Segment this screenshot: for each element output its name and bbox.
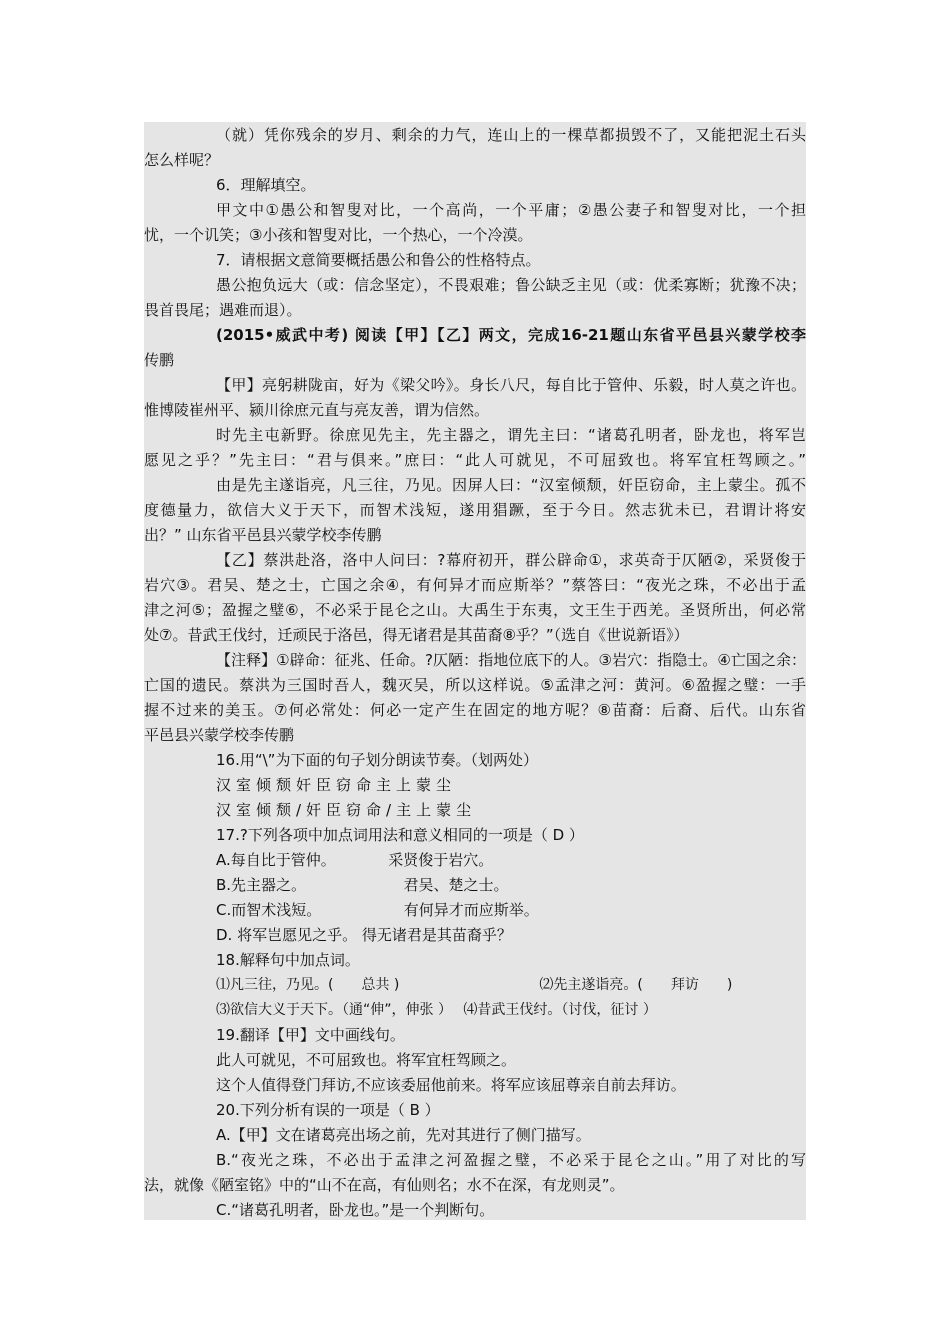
document-text (144, 122, 806, 1220)
document-page (144, 122, 806, 1220)
text-line: 愿见之乎？”先主曰：“君与俱来。”庶曰：“此人可就见，不可屈致也。将军宜枉驾顾之。” (144, 451, 806, 469)
text-line: 18.解释句中加点词。 (216, 951, 360, 969)
text-line: C.“诸葛孔明者，卧龙也。”是一个判断句。 (216, 1201, 495, 1219)
text-line: 亡国的遗民。蔡洪为三国时吾人，魏灭吴，所以这样说。⑤孟津之河：黄河。⑥盈握之璧：一手 (144, 676, 806, 694)
text-line: 忧，一个讥笑；③小孩和智叟对比，一个热心，一个冷漠。 (144, 226, 533, 244)
text-line: 愚公抱负远大（或：信念坚定），不畏艰难；鲁公缺乏主见（或：优柔寡断；犹豫不决； (216, 276, 806, 294)
text-line: B.先主器之。 君吴、楚之士。 (216, 876, 509, 894)
text-line: 19.翻译【甲】文中画线句。 (216, 1026, 405, 1044)
text-line: 由是先主遂诣亮，凡三往，乃见。因屏人曰：“汉室倾颓，奸臣窃命，主上蒙尘。孤不 (216, 476, 806, 494)
text-line: 传鹏 (144, 351, 175, 369)
text-line: 握不过来的美玉。⑦何必常处：何必一定产生在固定的地方呢？⑧苗裔：后裔、后代。山东省 (144, 701, 806, 719)
text-line: 时先主屯新野。徐庶见先主，先主器之，谓先主曰：“诸葛孔明者，卧龙也，将军岂 (216, 426, 806, 444)
text-line: 津之河⑤；盈握之璧⑥，不必采于昆仑之山。大禹生于东夷，文王生于西羌。圣贤所出，何必常 (144, 601, 806, 619)
text-line: 20.下列分析有误的一项是（ B ） (216, 1101, 440, 1119)
text-line: 惟博陵崔州平、颍川徐庶元直与亮友善，谓为信然。 (144, 401, 490, 419)
text-line: 此人可就见，不可屈致也。将军宜枉驾顾之。 (216, 1051, 517, 1069)
text-line: 【乙】蔡洪赴洛，洛中人问曰：?幕府初开，群公辟命①，求英奇于仄陋②，采贤俊于 (216, 551, 806, 569)
text-line: 度德量力，欲信大义于天下，而智术浅短，遂用猖蹶，至于今日。然志犹未已，君谓计将安 (144, 501, 806, 519)
text-line: B.“夜光之珠，不必出于孟津之河盈握之璧，不必采于昆仑之山。”用了对比的写 (216, 1151, 806, 1169)
text-line: 处⑦。昔武王伐纣，迁顽民于洛邑，得无诸君是其苗裔⑧乎？”（选自《世说新语》） (144, 626, 689, 644)
text-line: C.而智术浅短。 有何异才而应斯举。 (216, 901, 539, 919)
text-line: 畏首畏尾；遇难而退）。 (144, 301, 302, 319)
text-line: ⑴凡三往，乃见。( 总共 ) ⑵先主遂诣亮。( 拜访 ) (216, 977, 733, 993)
text-line: 这个人值得登门拜访,不应该委屈他前来。将军应该屈尊亲自前去拜访。 (216, 1076, 686, 1094)
text-line: 汉室倾颓/奸臣窃命/主上蒙尘 (216, 801, 477, 819)
text-line: （就）凭你残余的岁月、剩余的力气，连山上的一棵草都损毁不了，又能把泥土石头 (216, 126, 806, 144)
text-line: 岩穴③。君吴、楚之士，亡国之余④，有何异才而应斯举？”蔡答曰：“夜光之珠，不必出于孟 (144, 576, 806, 594)
text-line: 怎么样呢？ (144, 151, 220, 169)
text-line: 甲文中①愚公和智叟对比，一个高尚，一个平庸；②愚公妻子和智叟对比，一个担 (216, 201, 806, 219)
text-line: 6．理解填空。 (216, 176, 316, 194)
text-line: 【甲】亮躬耕陇亩，好为《梁父吟》。身长八尺，每自比于管仲、乐毅，时人莫之许也。 (216, 376, 806, 394)
text-line: A.每自比于管仲。 采贤俊于岩穴。 (216, 851, 494, 869)
text-line: A.【甲】文在诸葛亮出场之前，先对其进行了侧门描写。 (216, 1126, 591, 1144)
text-line: D. 将军岂愿见之乎。 得无诸君是其苗裔乎？ (216, 926, 512, 944)
text-line: 汉室倾颓奸臣窃命主上蒙尘 (216, 776, 457, 794)
text-line: 7．请根据文意简要概括愚公和鲁公的性格特点。 (216, 251, 541, 269)
text-line: 17.?下列各项中加点词用法和意义相同的一项是（ D ） (216, 826, 584, 844)
text-line: 【注释】①辟命：征兆、任命。?仄陋：指地位底下的人。③岩穴：指隐士。④亡国之余： (216, 651, 806, 669)
text-line: ⑶欲信大义于天下。（通“伸”，伸张 ） ⑷昔武王伐纣。（讨伐，征讨 ） (216, 1002, 657, 1018)
text-line: 出？” 山东省平邑县兴蒙学校李传鹏 (144, 526, 382, 544)
text-line: 法，就像《陋室铭》中的“山不在高，有仙则名；水不在深，有龙则灵”。 (144, 1176, 625, 1194)
text-line: 16.用“\”为下面的句子划分朗读节奏。（划两处） (216, 751, 538, 769)
text-line: 平邑县兴蒙学校李传鹏 (144, 726, 295, 744)
text-line: (2015•威武中考) 阅读【甲】【乙】两文，完成16-21题山东省平邑县兴蒙学校李 (216, 326, 806, 344)
